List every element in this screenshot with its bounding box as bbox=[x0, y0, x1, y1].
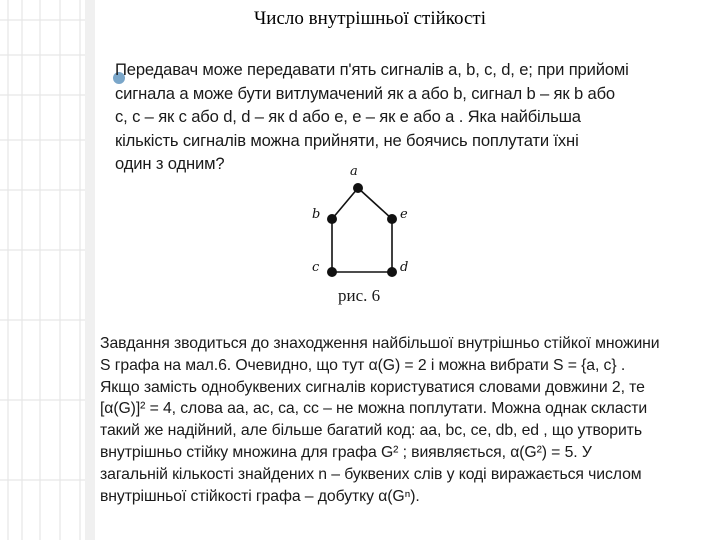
vertex-label-b: b bbox=[312, 207, 321, 222]
vertex-label-e: e bbox=[400, 207, 408, 222]
vertex-label-c: c bbox=[312, 260, 320, 275]
decorative-grid-background bbox=[0, 0, 95, 540]
problem-paragraph bbox=[115, 58, 705, 176]
p2-line-8: внутрішньої стійкості графа – добутку α(Gⁿ). bbox=[100, 487, 420, 505]
vertex-c bbox=[327, 267, 337, 277]
slide-title: Число внутрішньої стійкості bbox=[253, 8, 487, 29]
p2-line-7: загальній кількості знайдених n – буквених слів у коді виражається числом bbox=[100, 465, 642, 483]
p2-line-4: [α(G)]² = 4, слова aa, ac, ca, cc – не можна поплутати. Можна однак скласти bbox=[100, 400, 648, 418]
p1-line-5: один з одним? bbox=[115, 154, 225, 173]
p2-line-6: внутрішньо стійку множина для графа G² ; виявляється, α(G²) = 5. У bbox=[100, 443, 592, 461]
p2-line-5: такий же надійний, але більше багатий код: aa, bc, ce, db, ed , що утворить bbox=[100, 422, 642, 440]
p1-line-2: сигнала a може бути витлумачений як a або b, сигнал b – як b або bbox=[115, 83, 616, 103]
p2-line-1: Завдання зводиться до знаходження найбільшої внутрішньо стійкої множини bbox=[100, 335, 660, 352]
figure-caption: рис. 6 bbox=[338, 286, 381, 305]
vertex-d bbox=[387, 267, 397, 277]
vertex-a bbox=[353, 183, 363, 193]
p1-line-3: c, c – як c або d, d – як d або e, e – як e або a . Яка найбільша bbox=[115, 107, 581, 126]
edge-a-e bbox=[358, 188, 392, 219]
vertex-label-d: d bbox=[400, 260, 409, 275]
pentagon-graph-diagram bbox=[300, 160, 430, 305]
solution-paragraph bbox=[100, 333, 700, 507]
p2-line-3: Якщо замість однобуквених сигналів користуватися словами довжини 2, те bbox=[100, 378, 645, 396]
p1-line-1: Передавач може передавати п'ять сигналів a, b, c, d, e; при прийомі bbox=[115, 60, 629, 79]
vertex-b bbox=[327, 214, 337, 224]
p2-line-2: S графа на мал.6. Очевидно, що тут α(G) = 2 і можна вибрати S = {a, c} . bbox=[100, 356, 626, 374]
vertex-e bbox=[387, 214, 397, 224]
p1-line-4: кількість сигналів можна прийняти, не боячись поплутати їхні bbox=[115, 130, 579, 150]
edge-a-b bbox=[332, 188, 358, 219]
vertex-label-a: a bbox=[350, 164, 358, 179]
